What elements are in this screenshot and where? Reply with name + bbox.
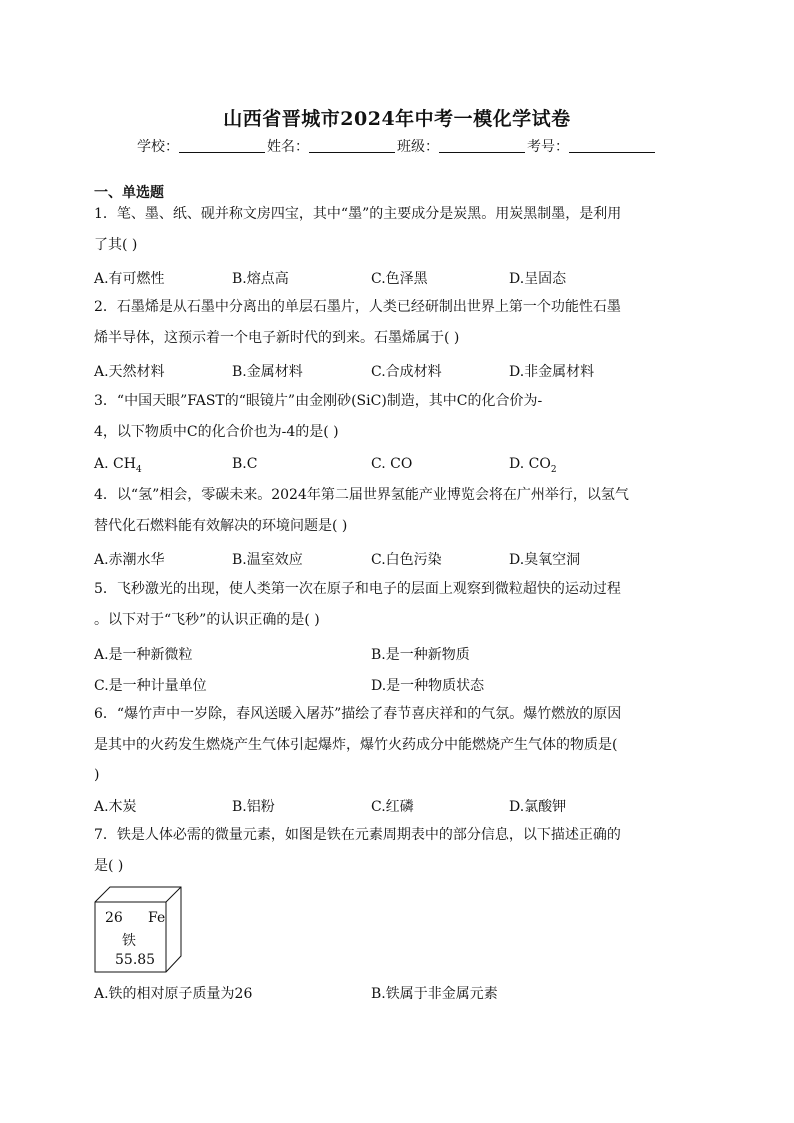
q3-option-b[interactable]: B.C	[232, 456, 258, 472]
q7-option-a[interactable]: A.铁的相对原子质量为26	[94, 986, 253, 1002]
periodic-table-cell	[94, 886, 190, 974]
q2-option-b[interactable]: B.金属材料	[232, 364, 303, 380]
q1-option-d[interactable]: D.呈固态	[509, 271, 567, 287]
q4-option-a[interactable]: A.赤潮水华	[94, 552, 165, 568]
q5-option-a[interactable]: A.是一种新微粒	[94, 647, 193, 663]
q3-option-d-subscript: 2	[550, 464, 557, 475]
class-blank[interactable]	[439, 138, 525, 153]
q6-option-b[interactable]: B.铝粉	[232, 799, 275, 815]
q5-option-b[interactable]: B.是一种新物质	[371, 647, 470, 663]
question-6-line-3: )	[94, 767, 100, 783]
q6-option-d[interactable]: D.氯酸钾	[509, 799, 567, 815]
name-label: 姓名：	[267, 139, 309, 155]
question-5-options-row-2	[94, 675, 700, 697]
element-atomic-mass: 55.85	[115, 952, 156, 968]
q2-option-d[interactable]: D.非金属材料	[509, 364, 595, 380]
question-6	[94, 699, 700, 789]
question-6-line-2: 是其中的火药发生燃烧产生气体引起爆炸，爆竹火药成分中能燃烧产生气体的物质是(	[94, 737, 618, 753]
q5-option-d[interactable]: D.是一种物质状态	[371, 678, 485, 694]
q5-option-c[interactable]: C.是一种计量单位	[94, 678, 207, 694]
question-7-line-2: 是( )	[94, 858, 124, 874]
number-label: 考号：	[527, 139, 569, 155]
q3-option-d[interactable]	[509, 456, 557, 475]
q1-option-b[interactable]: B.熔点高	[232, 271, 289, 287]
section-heading: 一、单选题	[94, 185, 164, 201]
q2-option-a[interactable]: A.天然材料	[94, 364, 165, 380]
question-3-line-1: 3．“中国天眼”FAST的“眼镜片”由金刚砂(SiC)制造，其中C的化合价为-	[94, 393, 543, 409]
class-label: 班级：	[397, 139, 439, 155]
question-4-line-1: 4．以“氢”相会，零碳未来。2024年第二届世界氢能产业博览会将在广州举行，以氢气	[94, 487, 629, 503]
question-2	[94, 292, 700, 354]
question-4-line-2: 替代化石燃料能有效解决的环境问题是( )	[94, 518, 348, 534]
q1-option-a[interactable]: A.有可燃性	[94, 271, 165, 287]
question-5-line-2: 。以下对于“飞秒”的认识正确的是( )	[94, 612, 320, 628]
q3-option-c[interactable]: C. CO	[371, 456, 413, 472]
question-5-options-row-1	[94, 644, 700, 666]
number-blank[interactable]	[569, 138, 655, 153]
q4-option-b[interactable]: B.温室效应	[232, 552, 303, 568]
q4-option-c[interactable]: C.白色污染	[371, 552, 442, 568]
element-atomic-number: 26	[105, 910, 123, 926]
name-blank[interactable]	[309, 138, 395, 153]
q6-option-a[interactable]: A.木炭	[94, 799, 137, 815]
question-6-line-1: 6．“爆竹声中一岁除，春风送暖入屠苏”描绘了春节喜庆祥和的气氛。爆竹燃放的原因	[94, 706, 622, 722]
q4-option-d[interactable]: D.臭氧空洞	[509, 552, 581, 568]
element-symbol: Fe	[148, 910, 166, 926]
student-info-line	[94, 136, 700, 156]
question-7-options	[94, 983, 700, 1005]
question-4	[94, 480, 700, 542]
question-5-line-1: 5．飞秒激光的出现，使人类第一次在原子和电子的层面上观察到微粒超快的运动过程	[94, 581, 621, 597]
question-4-options	[94, 549, 700, 571]
question-6-options	[94, 796, 700, 818]
page-title: 山西省晋城市2024年中考一模化学试卷	[223, 108, 571, 130]
q3-option-d-text: D. CO	[509, 456, 551, 472]
school-label: 学校：	[137, 139, 179, 155]
question-3-options	[94, 456, 700, 478]
question-1	[94, 199, 700, 261]
q2-option-c[interactable]: C.合成材料	[371, 364, 442, 380]
question-7	[94, 820, 700, 882]
question-2-line-1: 2．石墨烯是从石墨中分离出的单层石墨片，人类已经研制出世界上第一个功能性石墨	[94, 299, 621, 315]
q3-option-a[interactable]	[94, 456, 142, 475]
q3-option-a-text: A. CH	[94, 456, 136, 472]
q1-option-c[interactable]: C.色泽黑	[371, 271, 428, 287]
question-7-line-1: 7．铁是人体必需的微量元素，如图是铁在元素周期表中的部分信息，以下描述正确的	[94, 827, 621, 843]
question-1-options	[94, 268, 700, 290]
question-3	[94, 386, 700, 448]
q6-option-c[interactable]: C.红磷	[371, 799, 414, 815]
question-5	[94, 574, 700, 636]
q3-option-a-subscript: 4	[135, 464, 142, 475]
question-2-line-2: 烯半导体，这预示着一个电子新时代的到来。石墨烯属于( )	[94, 330, 460, 346]
question-1-line-2: 了其( )	[94, 237, 138, 253]
question-3-line-2: 4，以下物质中C的化合价也为-4的是( )	[94, 424, 339, 440]
question-1-line-1: 1．笔、墨、纸、砚并称文房四宝，其中“墨”的主要成分是炭黑。用炭黑制墨，是利用	[94, 206, 622, 222]
q7-option-b[interactable]: B.铁属于非金属元素	[371, 986, 498, 1002]
school-blank[interactable]	[179, 138, 265, 153]
element-name: 铁	[122, 933, 136, 949]
question-2-options	[94, 361, 700, 383]
